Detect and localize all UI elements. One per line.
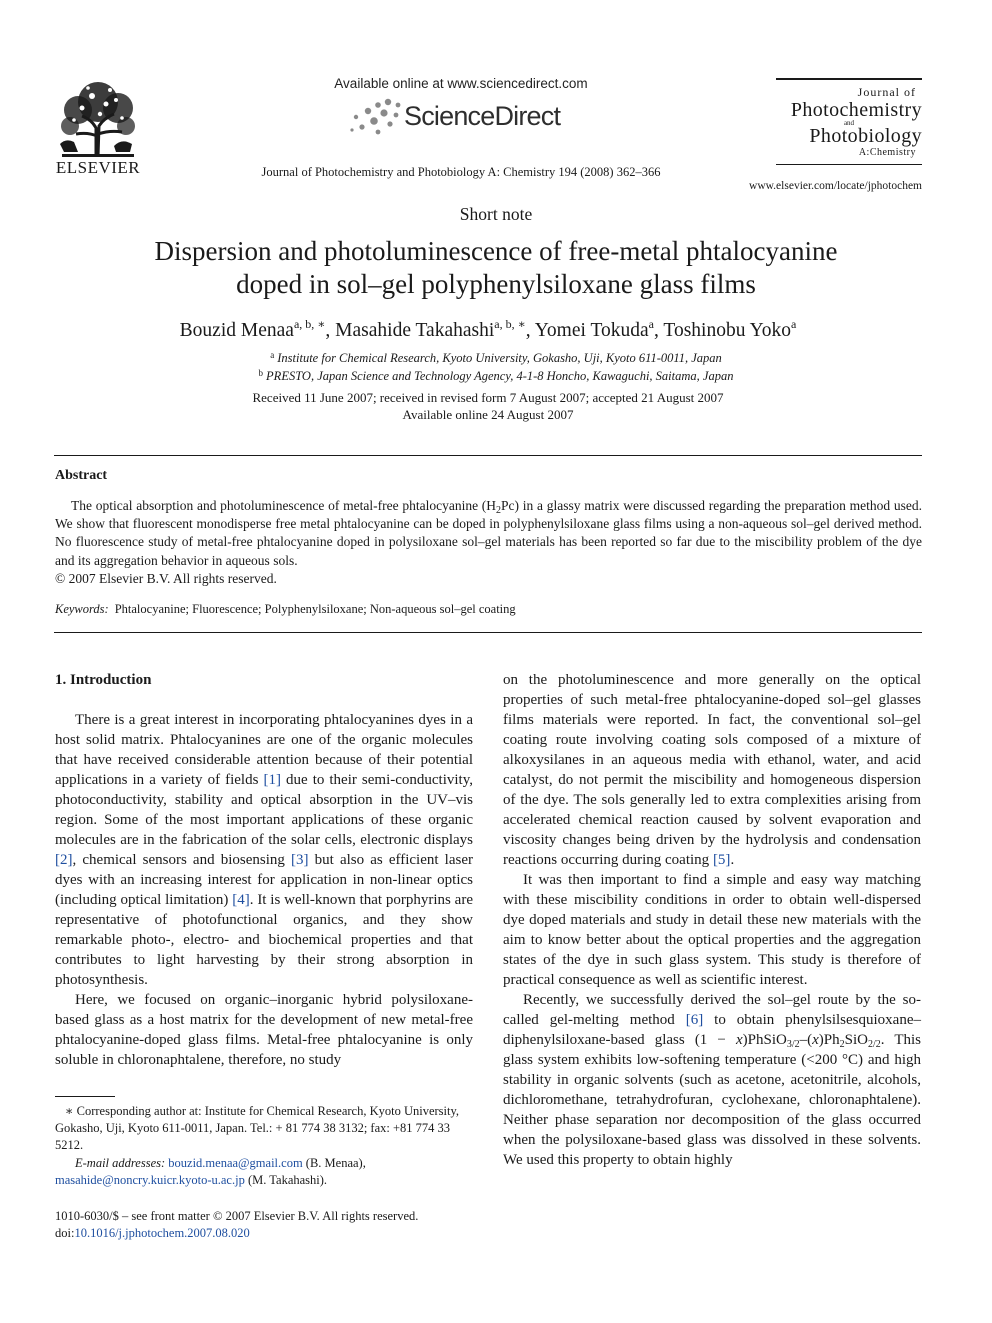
journal-logo-line: Photobiology [809,125,922,147]
author-name: Toshinobu Yoko [663,320,791,341]
author-list [0,317,976,342]
journal-logo-line: Photochemistry [790,99,922,121]
email-owner: (M. Takahashi). [244,1172,328,1187]
affiliation-mark: b [258,368,264,378]
reference-link[interactable]: [6] [685,1012,704,1028]
author-separator: , [653,320,664,341]
email-owner: (B. Menaa), [302,1155,366,1170]
journal-logo-line: A:Chemistry [858,147,916,158]
available-online-text[interactable]: Available online at www.sciencedirect.com [334,76,588,91]
doi-link[interactable]: 10.1016/j.jphotochem.2007.08.020 [74,1225,250,1240]
body-paragraph [503,990,921,1170]
body-text: . This glass system exhibits low-softening temperature (<200 °C) and high stability in organic solvents (such as acetone, acetonitrile, alcohols, dichloromethane, tetrahydrofuran, cyclohexane, chloronaphtalene). Neither phase separation nor decomposition of the glass occurred when the polysiloxane-based glass was dissolved in these solvents. We used this property to obtain highly [503,1032,921,1168]
journal-url[interactable]: www.elsevier.com/locate/jphotochem [749,180,922,192]
doi-line [55,1225,475,1242]
footnote-rule [55,1096,115,1097]
body-text: . It is well-known that porphyrins are representative of photofunctional organics, and they show remarkable photo-, electro- and biochemical properties and that contributes to light harvesting by their strong absorption in photosynthesis. [55,892,473,988]
issn-line: 1010-6030/$ – see front matter © 2007 Elsevier B.V. All rights reserved. [55,1209,419,1223]
journal-logo-bottom-rule [776,164,922,165]
author-affil-mark[interactable]: a [790,317,797,331]
body-text: but also as efficient laser dyes with an increasing interest for application in non-linear optics (including optical limitation) [55,852,473,908]
affiliation-text: PRESTO, Japan Science and Technology Agency, 4-1-8 Honcho, Kawaguchi, Saitama, Japan [266,369,734,383]
body-column-left [55,670,473,1070]
body-text: –( [799,1032,813,1048]
abstract-paragraph [55,497,922,570]
corresponding-author-footnote [55,1103,473,1189]
abstract-text: Pc) in a glassy matrix were discussed regarding the preparation method used. We show that fluorescent monodisperse free metal phtalocyanine can be doped in polyphenylsiloxane glass films using a non-aqueous sol–gel derived method. No fluorescence study of metal-free phtalocyanine doped in polysiloxane sol–gel materials has been reported so far due to the miscibility problem of the dye and its aggregation behavior in aqueous sols. [55,498,922,568]
body-text: Recently, we successfully derived the sol–gel route by the so-called gel-melting method [503,992,921,1028]
footnote-emails [55,1155,473,1189]
sciencedirect-dots-icon [348,97,404,139]
keywords-list: Phtalocyanine; Fluorescence; Polyphenylsiloxane; Non-aqueous sol–gel coating [114,602,516,616]
reference-link[interactable]: [5] [712,852,731,868]
affiliation [0,368,992,384]
section-heading: 1. Introduction [55,672,152,688]
author-affil-mark[interactable]: a [648,317,654,331]
journal-citation: Journal of Photochemistry and Photobiology A: Chemistry 194 (2008) 362–366 [261,165,661,179]
author-affil-mark[interactable]: a, b, ∗ [293,317,326,331]
title-line: doped in sol–gel polyphenylsiloxane glass films [236,269,756,299]
abstract-bottom-rule [54,632,922,633]
author-name: Bouzid Menaa [179,320,294,341]
author-separator: , [525,320,535,341]
article-type: Short note [459,204,533,224]
body-paragraph [55,710,473,990]
reference-link[interactable]: [4] [232,892,250,908]
body-text: to obtain phenylsilsesquioxane–diphenylsiloxane-based glass (1 − [503,1012,921,1048]
author-separator: , [325,320,336,341]
author-affil-mark[interactable]: a, b, ∗ [494,317,526,331]
subscript: 2 [496,505,502,516]
body-text: due to their semi-conductivity, photoconductivity, stability and optical absorption in the UV–vis region. Some of the most important applications of these organic molecules are in the fabrication of the solar cells, electronic displays [55,772,473,848]
author-name: Yomei Tokuda [534,320,649,341]
doi-label: doi: [55,1225,75,1240]
abstract-copyright: © 2007 Elsevier B.V. All rights reserved. [55,570,277,586]
tree-icon [52,76,144,158]
abstract-text: The optical absorption and photoluminescence of metal-free phtalocyanine (H [71,498,497,513]
body-text: , chemical sensors and biosensing [72,852,292,868]
affiliation [0,350,992,366]
body-text: on the photoluminescence and more generally on the optical properties of such metal-free phtalocyanine-doped sol–gel glasses films materials were reported. In fact, the conventional sol–gel coating route involving coating sols composed of a mixture of alkoxysilanes in an aqueous media with ethanol, water, and acid catalyst, do not permit the miscibility and homogeneous dispersion of the dye. The sols generally led to extra complexities arising from accelerated chemical reaction caused by solvent evaporation and viscosity changes being driven by the hydrolysis and condensation reactions occurring during coating [503,672,921,868]
publisher-name: ELSEVIER [55,158,141,177]
email-link[interactable]: masahide@noncry.kuicr.kyoto-u.ac.jp [55,1172,245,1187]
keywords-label: Keywords: [55,602,109,616]
subscript: 2/2 [867,1039,881,1050]
body-paragraph [503,670,921,870]
subscript: 2 [839,1039,845,1050]
reference-link[interactable]: [2] [55,852,73,868]
journal-logo-top-rule [776,78,922,80]
body-text: )PhSiO [742,1032,787,1048]
journal-logo-line: Journal of [857,85,916,99]
keywords [55,602,516,617]
footnote-corresponding: ∗ Corresponding author at: Institute for Chemical Research, Kyoto University, Gokasho, Uji, Kyoto 611-0011, Japan. Tel.: + 81 774 38 3132; fax: +81 774 33 5212. [55,1104,460,1153]
article-title [60,235,932,301]
variable-x: x [735,1032,743,1048]
author-name: Masahide Takahashi [335,320,495,341]
received-dates: Received 11 June 2007; received in revised form 7 August 2007; accepted 21 August 2007 [252,390,724,405]
sciencedirect-wordmark[interactable]: ScienceDirect [404,101,561,131]
body-text: )Ph [818,1032,840,1048]
email-label: E-mail addresses: [75,1155,166,1170]
journal-logo-line: and [843,119,855,127]
reference-link[interactable]: [3] [291,852,309,868]
body-column-right [503,670,921,1170]
journal-logo [776,78,922,165]
body-text: SiO [844,1032,868,1048]
affiliation-text: Institute for Chemical Research, Kyoto University, Gokasho, Uji, Kyoto 611-0011, Japan [277,351,722,365]
abstract-body [55,497,922,588]
body-paragraph: Here, we focused on organic–inorganic hybrid polysiloxane-based glass as a host matrix for the development of new metal-free phtalocyanine-doped glass films. Metal-free phtalocyanine is only soluble in chloronaphtalene, therefore, no study [55,992,473,1068]
body-text: . [730,852,735,868]
abstract-heading: Abstract [55,468,108,483]
reference-link[interactable]: [1] [263,772,281,788]
title-line: Dispersion and photoluminescence of free-metal phtalocyanine [154,236,838,266]
body-paragraph: It was then important to find a simple and easy way matching with these miscibility conditions in order to obtain well-dispersed dye doped materials and study in detail these new materials with the aim to know better about the optical properties and the aggregation states of the dye in such glass system. This study is therefore of practical consequence as well as scientific interest. [503,872,921,988]
front-matter-info [55,1208,475,1241]
affiliation-mark: a [270,350,275,360]
email-link[interactable]: bouzid.menaa@gmail.com [168,1155,303,1170]
body-text: There is a great interest in incorporating phtalocyanines dyes in a host solid matrix. Phtalocyanines are one of the organic molecules that have received considerable attention because of their potential applications in a variety of fields [55,712,473,788]
online-date: Available online 24 August 2007 [402,407,574,422]
subscript: 3/2 [786,1039,800,1050]
abstract-top-rule [54,455,922,456]
variable-x: x [812,1032,819,1048]
